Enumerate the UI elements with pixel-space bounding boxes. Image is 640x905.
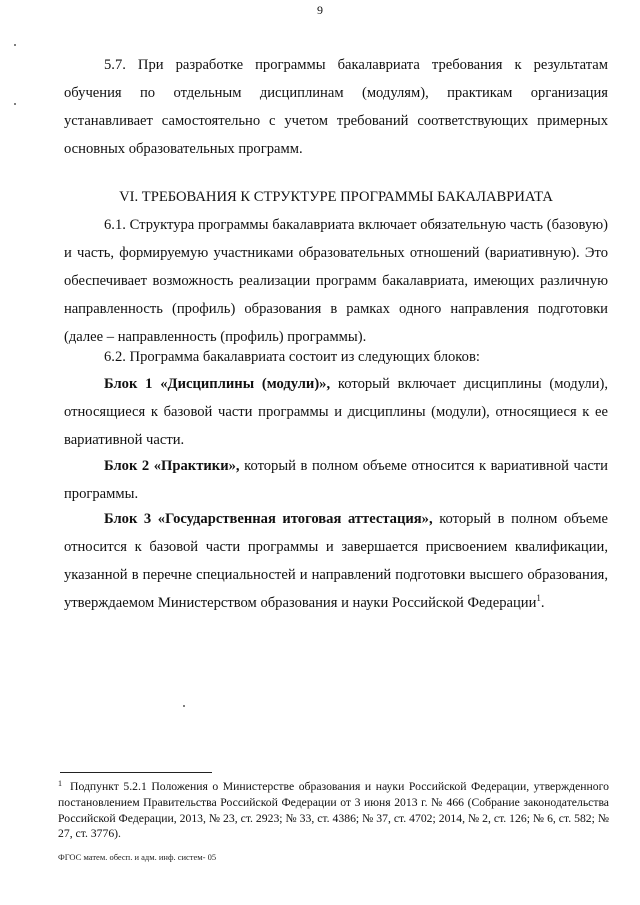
footnote-text: Подпункт 5.2.1 Положения о Министерстве образования и науки Российской Федерации, утвержденного постановлением Правительства Российской Федерации от 3 июня 2013 г. № 466 (Собрание законодательства Российской Федерации, 2013, № 23, ст. 2923; № 33, ст. 4386; № 37, ст. 4702; 2014, № 2, ст. 126; № 6, ст. 582; № 27, ст. 3776). (58, 780, 609, 841)
paragraph-6-1: 6.1. Структура программы бакалавриата включает обязательную часть (базовую) и часть, формируемую участниками образовательных отношений (вариативную). Это обеспечивает возможность реализации программ бакалавриата, имеющих различную направленность (профиль) образования в рамках одного направления подготовки (далее – направленность (профиль) программы). (64, 217, 608, 345)
scan-speck (14, 44, 16, 46)
block-1-title: Блок 1 «Дисциплины (модули)», (104, 376, 331, 392)
block-3-end: . (540, 595, 545, 611)
block-2-title: Блок 2 «Практики», (104, 458, 240, 474)
paragraph-6-2: 6.2. Программа бакалавриата состоит из следующих блоков: (104, 349, 480, 365)
scan-speck (183, 705, 185, 707)
block-3-paragraph (64, 505, 608, 617)
scan-speck (14, 103, 16, 105)
footnote-reference[interactable]: 1 (536, 593, 541, 604)
block-1-paragraph (64, 370, 608, 454)
footnote-divider (60, 772, 212, 773)
footnote-mark: 1 (58, 779, 62, 788)
block-2-paragraph (64, 452, 608, 508)
section-heading: VI. ТРЕБОВАНИЯ К СТРУКТУРЕ ПРОГРАММЫ БАКАЛАВРИАТА (119, 189, 553, 205)
paragraph-5-7: 5.7. При разработке программы бакалавриата требования к результатам обучения по отдельным дисциплинам (модулям), практикам организация устанавливает самостоятельно с учетом требований соответствующих примерных основных образовательных программ. (64, 57, 608, 157)
block-1-text: который включает дисциплины (модули), относящиеся к базовой части программы и дисциплины (модули), относящиеся к ее вариативной части. (64, 376, 608, 448)
block-2-text: который в полном объеме относится к вариативной части программы. (64, 458, 608, 502)
page-number: 9 (317, 3, 323, 17)
block-3-title: Блок 3 «Государственная итоговая аттестация», (104, 511, 433, 527)
footnote (58, 776, 609, 842)
page-footer: ФГОС матем. обесп. и адм. инф. систем- 05 (58, 852, 217, 862)
block-3-text: который в полном объеме относится к базовой части программы и завершается присвоением квалификации, указанной в перечне специальностей и направлений подготовки высшего образования, утверждаемом Министерством образования и науки Российской Федерации (64, 511, 609, 611)
